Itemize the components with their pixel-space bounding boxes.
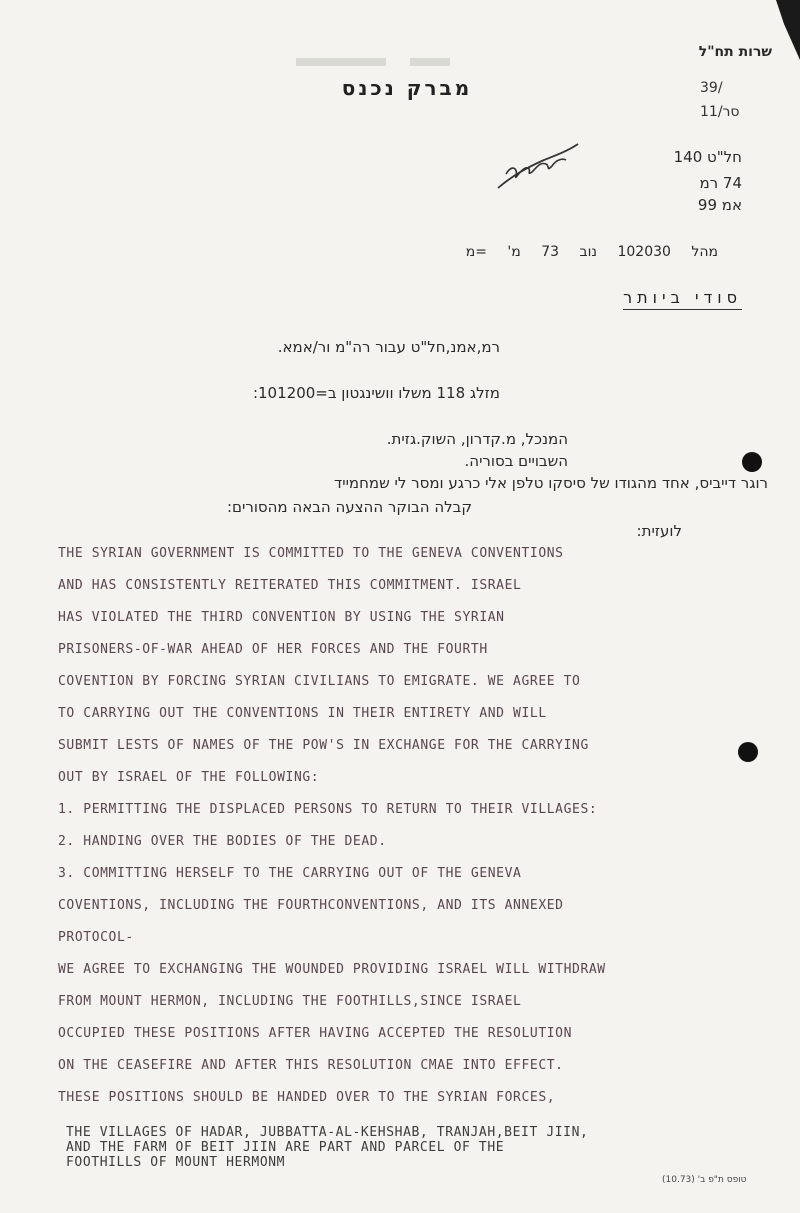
- form-identifier: טופס ת"פ ב' (10.73): [662, 1175, 747, 1185]
- body-line: COVENTION BY FORCING SYRIAN CIVILIANS TO EMIGRATE. WE AGREE TO: [58, 674, 581, 689]
- body-line: OUT BY ISRAEL OF THE FOLLOWING:: [58, 770, 320, 785]
- routing-stamp-2: 74 רמ: [699, 174, 742, 192]
- intro-line-3: לועזית:: [636, 522, 682, 540]
- handwritten-signature: [492, 138, 584, 194]
- body-line: 1. PERMITTING THE DISPLACED PERSONS TO RETURN TO THEIR VILLAGES:: [58, 802, 598, 817]
- body-line: WE AGREE TO EXCHANGING THE WOUNDED PROVIDING ISRAEL WILL WITHDRAW: [58, 962, 606, 977]
- body-line: OCCUPIED THESE POSITIONS AFTER HAVING ACCEPTED THE RESOLUTION: [58, 1026, 573, 1041]
- closing-line: THE VILLAGES OF HADAR, JUBBATTA-AL-KEHSHAB, TRANJAH,BEIT JIIN,: [66, 1125, 589, 1140]
- body-line: 2. HANDING OVER THE BODIES OF THE DEAD.: [58, 834, 387, 849]
- body-line: COVENTIONS, INCLUDING THE FOURTHCONVENTIONS, AND ITS ANNEXED: [58, 898, 564, 913]
- body-line: TO CARRYING OUT THE CONVENTIONS IN THEIR ENTIRETY AND WILL: [58, 706, 547, 721]
- intro-line-1: רוגר דייביס, אחד מהגודו של סיסקו טלפן אלי כרגע ומסר לי שמחמייד: [334, 474, 768, 492]
- topic-line: השבויים בסוריה.: [464, 452, 568, 470]
- reference-number-1: 39/: [700, 80, 723, 96]
- body-line: THE SYRIAN GOVERNMENT IS COMMITTED TO THE GENEVA CONVENTIONS: [58, 546, 564, 561]
- body-line: AND HAS CONSISTENTLY REITERATED THIS COMMITMENT. ISRAEL: [58, 578, 522, 593]
- body-line: HAS VIOLATED THE THIRD CONVENTION BY USING THE SYRIAN: [58, 610, 505, 625]
- body-line: ON THE CEASEFIRE AND AFTER THIS RESOLUTION CMAE INTO EFFECT.: [58, 1058, 564, 1073]
- body-line: FROM MOUNT HERMON, INCLUDING THE FOOTHILLS,SINCE ISRAEL: [58, 994, 522, 1009]
- subject-line: המנכל, מ.קדרון, השוק.גזית.: [386, 430, 568, 448]
- service-label: שרות תח"ל: [698, 44, 772, 60]
- origin-line: מזלג 118 משלו וושינגטון ב=101200:: [252, 384, 500, 402]
- intro-line-2: קבלה הבוקר ההצעה הבאה מהסורים:: [226, 498, 472, 516]
- reference-number-2: 11/סר: [700, 104, 740, 120]
- routing-stamp-3: אמ 99: [697, 196, 742, 214]
- dispatch-line: מהל 102030 נוב 73 מ' =מ: [465, 244, 718, 260]
- document-title: מברק נכנס: [341, 76, 473, 100]
- routing-stamp-1: חל"ט 140: [673, 148, 742, 166]
- body-line: PRISONERS-OF-WAR AHEAD OF HER FORCES AND THE FOURTH: [58, 642, 488, 657]
- message-body: [58, 543, 758, 1119]
- message-closing: [66, 1125, 746, 1170]
- body-line: SUBMIT LESTS OF NAMES OF THE POW'S IN EXCHANGE FOR THE CARRYING: [58, 738, 589, 753]
- header-smudge-2: [410, 58, 450, 66]
- punch-hole-top: [742, 452, 762, 472]
- body-line: THESE POSITIONS SHOULD BE HANDED OVER TO THE SYRIAN FORCES,: [58, 1090, 556, 1105]
- header-smudge: [296, 58, 386, 66]
- classification-label: סודי ביותר: [623, 288, 742, 310]
- closing-line: AND THE FARM OF BEIT JIIN ARE PART AND PARCEL OF THE: [66, 1140, 505, 1155]
- body-line: PROTOCOL-: [58, 930, 134, 945]
- addressee-line: רמ,אמנ,חל"ט עבור רה"מ ור/אמא.: [277, 338, 500, 356]
- closing-line: FOOTHILLS OF MOUNT HERMONM: [66, 1155, 286, 1170]
- body-line: 3. COMMITTING HERSELF TO THE CARRYING OUT OF THE GENEVA: [58, 866, 522, 881]
